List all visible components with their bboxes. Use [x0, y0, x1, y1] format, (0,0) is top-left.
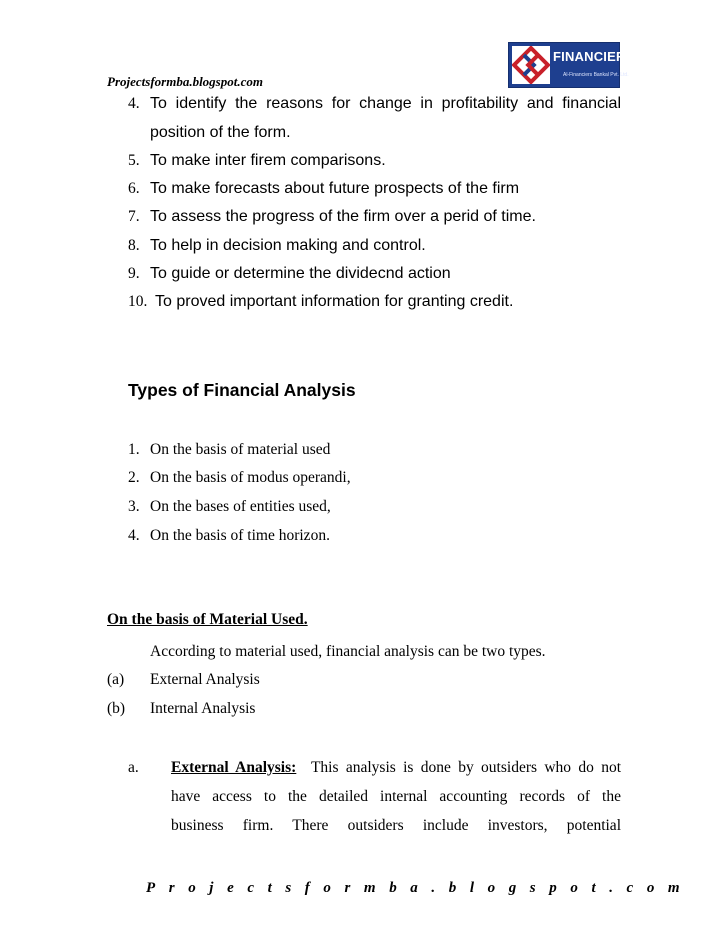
list-item-number: 9. [128, 265, 140, 282]
list-item-number: 6. [128, 180, 140, 197]
item-label: (b) [107, 700, 126, 717]
list-item-text: On the bases of entities used, [150, 498, 331, 515]
logo-mark-icon [512, 46, 550, 84]
item-label: (a) [107, 671, 125, 688]
list-item-number: 2. [128, 469, 140, 486]
list-item-number: 4. [128, 95, 140, 112]
term-external-analysis: External Analysis: [171, 759, 297, 776]
item-text: External Analysis [150, 671, 260, 688]
paragraph-line [171, 759, 621, 788]
section-heading-material: On the basis of Material Used. [107, 611, 308, 628]
item-text: Internal Analysis [150, 700, 256, 717]
list-item-text: On the basis of time horizon. [150, 527, 330, 544]
section-heading-types: Types of Financial Analysis [128, 380, 356, 400]
list-item-text: To make forecasts about future prospects of the firm [150, 180, 520, 197]
list-item-number: 1. [128, 441, 140, 458]
list-item-number: 7. [128, 208, 140, 225]
list-item-text: To proved important information for granting credit. [155, 293, 514, 310]
list-item-text: To help in decision making and control. [150, 237, 426, 254]
list-item-number: 8. [128, 237, 140, 254]
header-site: Projectsformba.blogspot.com [107, 74, 263, 89]
list-item-number: 5. [128, 152, 140, 169]
logo-tagline: Al-Financiers Bankal Pvt. Ltd. [563, 72, 629, 78]
list-item-text: To assess the progress of the firm over a perid of time. [150, 208, 536, 225]
footer-site: Projectsformba.blogspot.com [146, 880, 694, 896]
paragraph-line-text: This analysis is done by outsiders who do not [310, 759, 621, 776]
external-analysis-paragraph [171, 759, 621, 846]
sub-item-marker: a. [128, 759, 139, 776]
list-item-number: 3. [128, 498, 140, 515]
paragraph-line: business firm. There outsiders include investors, potential [171, 817, 621, 834]
paragraph-intro: According to material used, financial analysis can be two types. [150, 643, 546, 660]
financiers-logo [508, 42, 634, 88]
list-item-text: To identify the reasons for change in profitability and financial [150, 95, 621, 112]
list-item-number: 10. [128, 293, 148, 310]
list-item-text: position of the form. [150, 124, 291, 141]
list-item-text: To make inter firem comparisons. [150, 152, 386, 169]
list-item-text: On the basis of modus operandi, [150, 469, 351, 486]
list-item-text: On the basis of material used [150, 441, 331, 458]
list-item-text: To guide or determine the dividecnd action [150, 265, 451, 282]
logo-name: FINANCIERs [553, 49, 634, 64]
paragraph-line: have access to the detailed internal accounting records of the [171, 788, 621, 805]
list-item-number: 4. [128, 527, 140, 544]
